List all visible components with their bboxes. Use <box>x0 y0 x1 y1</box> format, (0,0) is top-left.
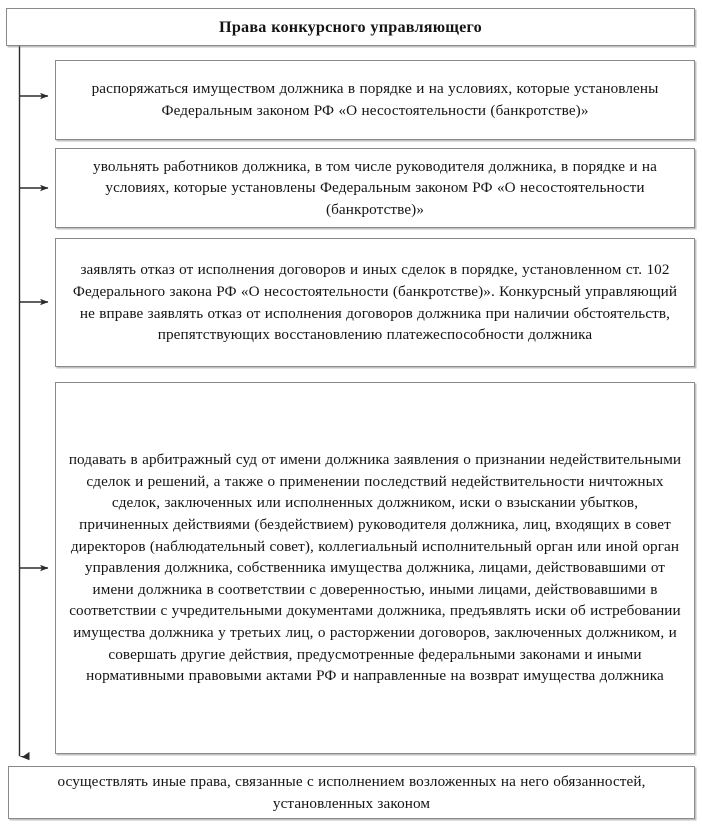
right-item-text-4: подавать в арбитражный суд от имени должника заявления о признании недействительными сделок и решений, а также о применении последствий недействительности ничтожных сделок, заключенных или исполненных должником, иски о взыскании убытков, причиненных действиями (бездействием) руководителя должника, лиц, входящих в совет директоров (наблюдательный совет), коллегиальный исполнительный орган или иной орган управления должника, собственника имущества должника, лицами, действовавшими от имени должника в соответствии с доверенностью, иными лицами, действовавшими в соответствии с учредительными документами должника, предъявлять иски об истребовании имущества должника у третьих лиц, о расторжении договоров, заключенных должником, и совершать другие действия, предусмотренные федеральными законами и иными нормативными правовыми актами РФ и направленные на возврат имущества должника <box>68 451 682 685</box>
right-item-box-2 <box>55 148 695 228</box>
right-item-text-2: увольнять работников должника, в том числе руководителя должника, в порядке и на условиях, которые установлены Федеральным законом РФ «О несостоятельности (банкротстве)» <box>93 157 657 218</box>
right-item-box-1 <box>55 60 695 140</box>
right-item-box-4 <box>55 382 695 754</box>
right-item-text-1: распоряжаться имуществом должника в порядке и на условиях, которые установлены Федеральным законом РФ «О несостоятельности (банкротстве)» <box>91 80 659 119</box>
right-item-box-3 <box>55 238 695 367</box>
right-item-text-3: заявлять отказ от исполнения договоров и иных сделок в порядке, установленном ст. 102 Федерального закона РФ «О несостоятельности (банкротстве)». Конкурсный управляющий не вправе заявлять отказ от исполнения договоров должника при наличии обстоятельств, препятствующих восстановлению платежеспособности должника <box>72 261 678 344</box>
diagram-title-text: Права конкурсного управляющего <box>219 18 482 36</box>
footer-item-box <box>8 766 695 819</box>
diagram-title-box <box>6 8 695 46</box>
footer-item-text: осуществлять иные права, связанные с исполнением возложенных на него обязанностей, установленных законом <box>57 772 646 812</box>
